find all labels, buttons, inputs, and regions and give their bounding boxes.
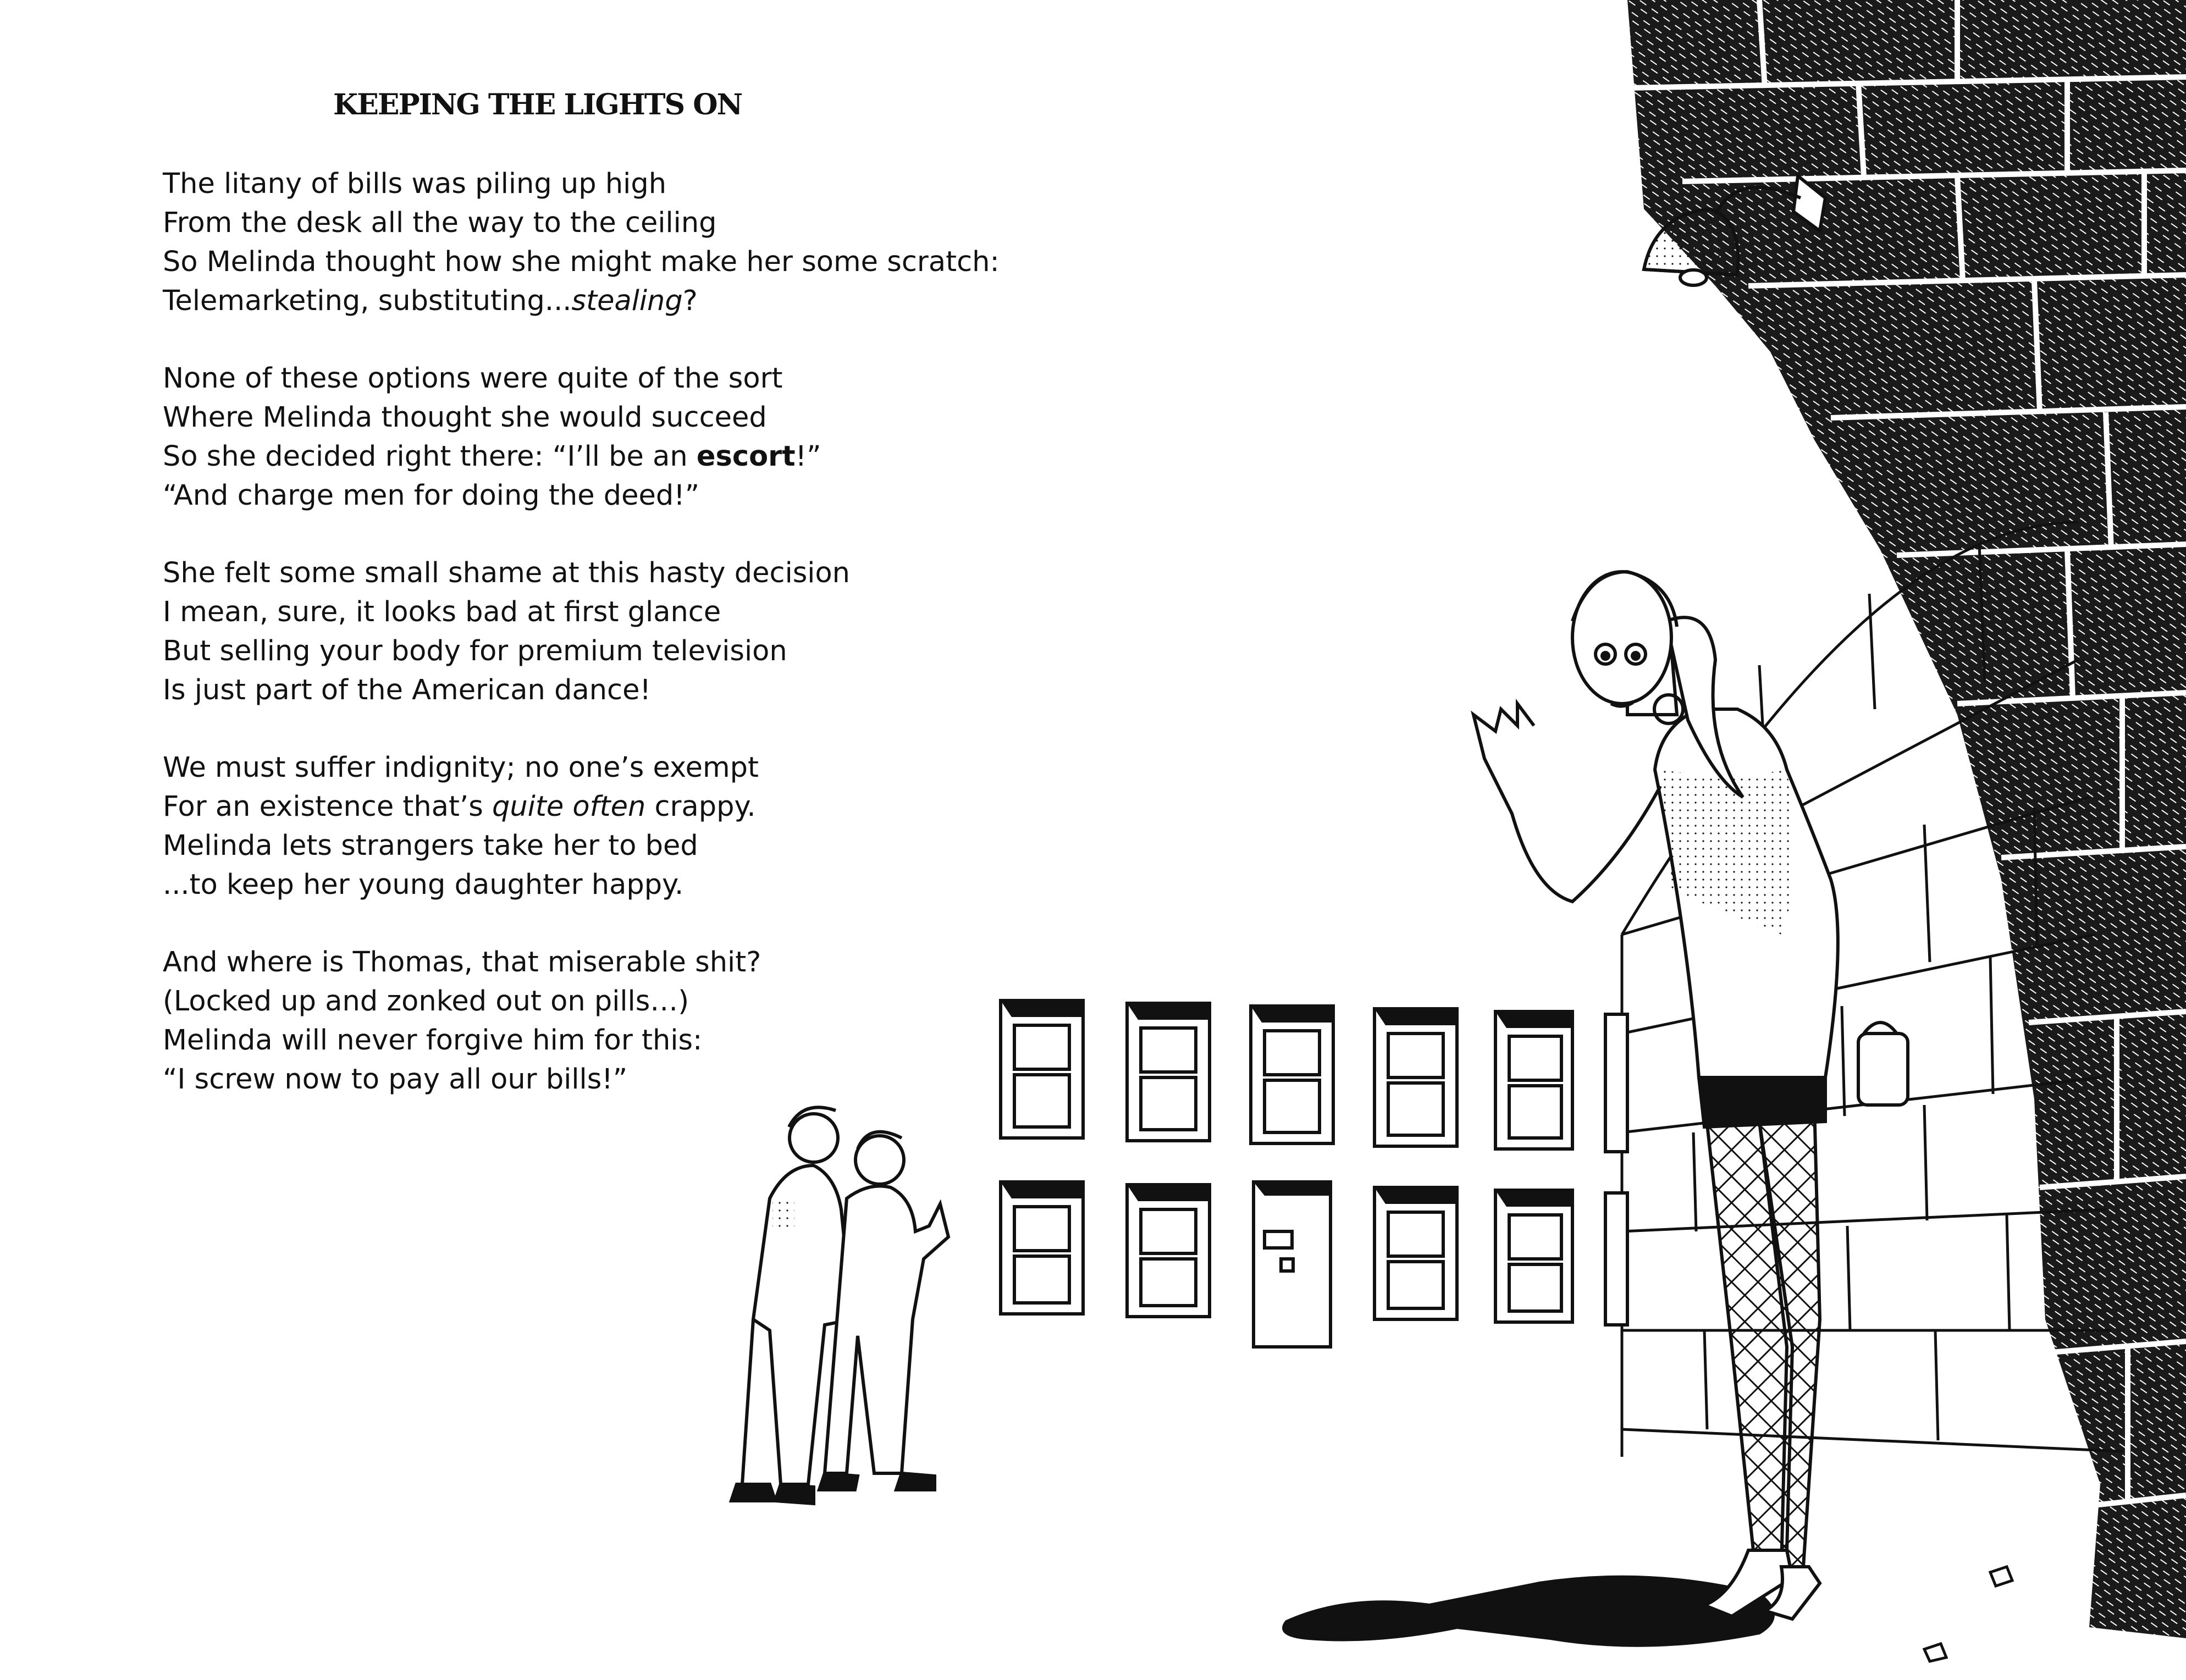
- poem-line: So Melinda thought how she might make her some scratch:: [163, 246, 1000, 278]
- line-text: For an existence that’s: [163, 791, 492, 823]
- poem-line: And where is Thomas, that miserable shit?: [163, 946, 761, 979]
- line-text: ?: [682, 285, 698, 317]
- poem-title: KEEPING THE LIGHTS ON: [333, 88, 742, 121]
- poem-line: But selling your body for premium television: [163, 635, 787, 667]
- poem-line: “I screw now to pay all our bills!”: [163, 1063, 628, 1096]
- poem-line: Melinda will never forgive him for this:: [163, 1024, 703, 1057]
- line-text: Telemarketing, substituting...: [163, 285, 572, 317]
- poem-line: ...to keep her young daughter happy.: [163, 869, 684, 901]
- line-text: !”: [795, 440, 821, 473]
- poem-line: Melinda lets strangers take her to bed: [163, 830, 698, 862]
- poem-line: “And charge men for doing the deed!”: [163, 479, 700, 512]
- poem-line: From the desk all the way to the ceiling: [163, 207, 717, 239]
- ground-debris: [1924, 1567, 2012, 1661]
- poem-line: I mean, sure, it looks bad at first glance: [163, 596, 721, 628]
- line-text: crappy.: [645, 791, 756, 823]
- line-emphasis: quite often: [492, 791, 646, 823]
- poem-line: She felt some small shame at this hasty decision: [163, 557, 850, 589]
- poem-line: We must suffer indignity; no one’s exempt: [163, 751, 759, 784]
- building-windows: [1001, 1001, 1627, 1347]
- line-bold: escort: [696, 440, 796, 473]
- poem-line: None of these options were quite of the sort: [163, 362, 783, 395]
- poem-line: Is just part of the American dance!: [163, 674, 651, 706]
- poem-line: The litany of bills was piling up high: [163, 168, 667, 200]
- line-text: So she decided right there: “I’ll be an: [163, 440, 697, 473]
- poem-line: (Locked up and zonked out on pills…): [163, 985, 689, 1018]
- poem-line: Where Melinda thought she would succeed: [163, 401, 767, 434]
- two-men-walking: [731, 1107, 948, 1504]
- line-emphasis: stealing: [571, 285, 683, 317]
